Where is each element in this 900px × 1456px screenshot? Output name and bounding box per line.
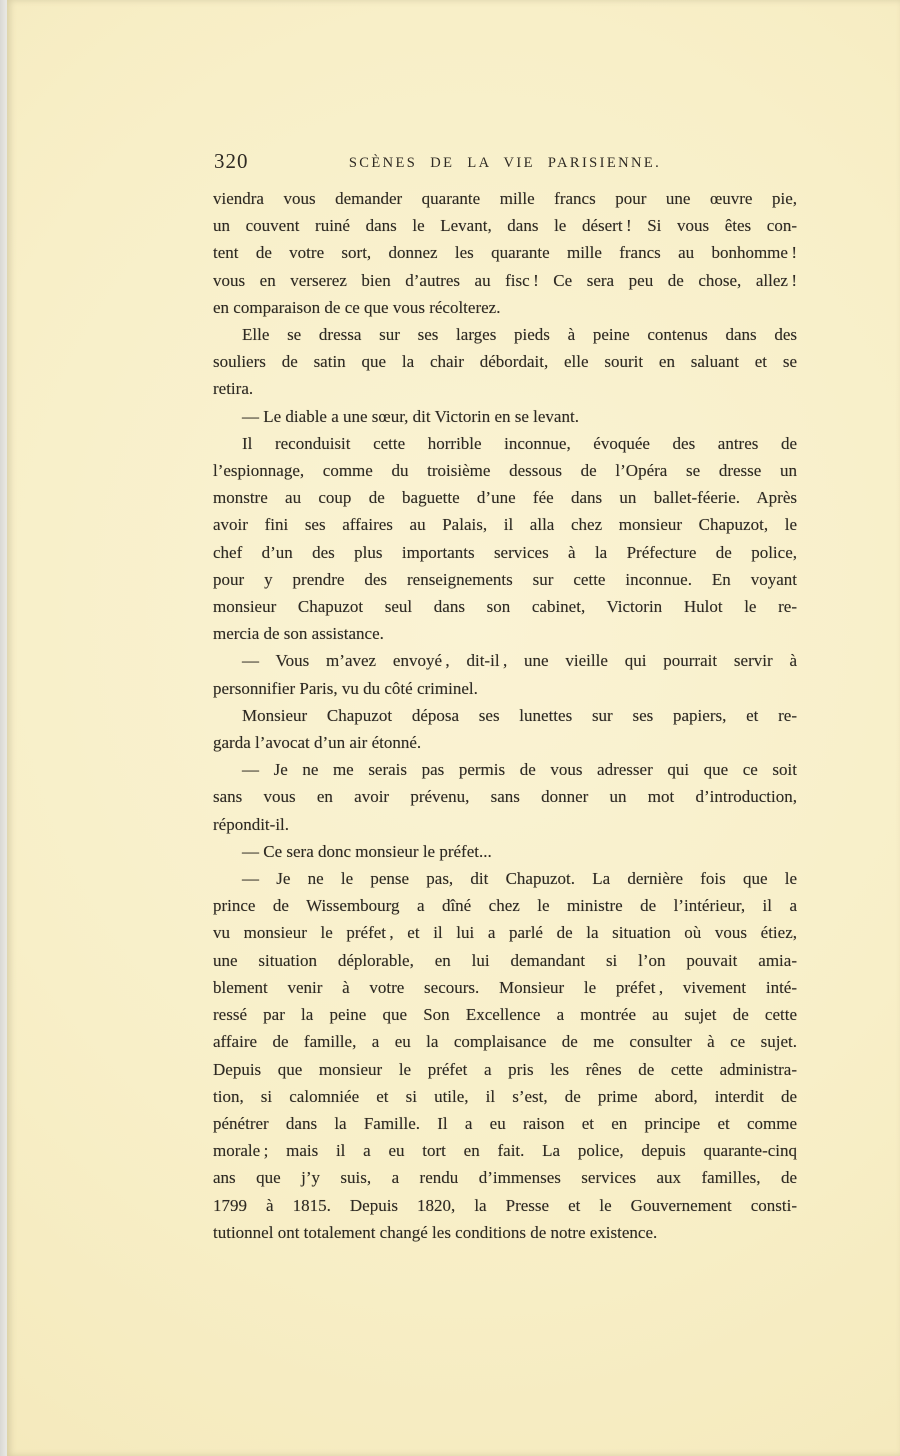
paragraph: [213, 865, 797, 1246]
text-line: ans que j’y suis, a rendu d’immenses services aux familles, de: [213, 1168, 797, 1188]
text-column: [213, 148, 797, 1246]
page-header: [213, 148, 797, 176]
paragraph: [213, 185, 797, 321]
text-line: vous en verserez bien d’autres au fisc ! Ce sera peu de chose, allez !: [213, 270, 797, 290]
text-line: monsieur Chapuzot seul dans son cabinet, Victorin Hulot le re-: [213, 597, 797, 617]
text-line: Il reconduisit cette horrible inconnue, évoquée des antres de: [242, 433, 797, 453]
text-line: monstre au coup de baguette d’une fée dans un ballet-féerie. Après: [213, 488, 797, 508]
paragraph: [213, 838, 797, 865]
running-title: SCÈNES DE LA VIE PARISIENNE.: [348, 155, 662, 171]
text-body: [213, 185, 797, 1246]
text-line: vu monsieur le préfet , et il lui a parlé de la situation où vous étiez,: [213, 923, 797, 943]
text-line: un couvent ruiné dans le Levant, dans le désert ! Si vous êtes con-: [213, 216, 797, 236]
text-line: — Je ne me serais pas permis de vous adresser qui que ce soit: [242, 760, 797, 780]
text-line: en comparaison de ce que vous récolterez.: [213, 297, 501, 317]
text-line: — Vous m’avez envoyé , dit-il , une vieille qui pourrait servir à: [242, 651, 797, 671]
text-line: pour y prendre des renseignements sur cette inconnue. En voyant: [213, 569, 797, 589]
text-line: tutionnel ont totalement changé les conditions de notre existence.: [213, 1222, 658, 1242]
text-line: personnifier Paris, vu du côté criminel.: [213, 678, 478, 698]
text-line: mercia de son assistance.: [213, 624, 384, 644]
paragraph: [213, 430, 797, 648]
text-line: tent de votre sort, donnez les quarante mille francs au bonhomme !: [213, 243, 797, 263]
text-line: Depuis que monsieur le préfet a pris les rênes de cette administra-: [213, 1059, 797, 1079]
text-line: répondit-il.: [213, 814, 290, 834]
text-line: viendra vous demander quarante mille francs pour une œuvre pie,: [213, 189, 797, 208]
text-line: chef d’un des plus importants services à la Préfecture de police,: [213, 542, 797, 562]
text-line: — Le diable a une sœur, dit Victorin en se levant.: [242, 406, 579, 426]
text-line: pénétrer dans la Famille. Il a eu raison et en principe et comme: [213, 1113, 797, 1133]
text-line: Monsieur Chapuzot déposa ses lunettes sur ses papiers, et re-: [242, 705, 797, 725]
text-line: 1799 à 1815. Depuis 1820, la Presse et le Gouvernement consti-: [213, 1195, 797, 1215]
page-number: 320: [214, 149, 249, 173]
text-line: — Je ne le pense pas, dit Chapuzot. La dernière fois que le: [242, 869, 797, 889]
book-page: [7, 0, 900, 1456]
text-line: sans vous en avoir prévenu, sans donner un mot d’introduction,: [213, 787, 797, 807]
text-line: morale ; mais il a eu tort en fait. La police, depuis quarante-cinq: [213, 1141, 797, 1161]
text-line: — Ce sera donc monsieur le préfet...: [242, 841, 492, 861]
text-line: une situation déplorable, en lui demandant si l’on pouvait amia-: [213, 950, 797, 970]
paragraph: [213, 702, 797, 756]
paragraph: [213, 647, 797, 701]
text-line: affaire de famille, a eu la complaisance de me consulter à ce sujet.: [213, 1032, 797, 1052]
paragraph: [213, 756, 797, 838]
text-line: l’espionnage, comme du troisième dessous de l’Opéra se dresse un: [213, 461, 797, 481]
text-line: prince de Wissembourg a dîné chez le ministre de l’intérieur, il a: [213, 896, 797, 916]
paragraph: [213, 403, 797, 430]
text-line: retira.: [213, 379, 254, 399]
text-line: avoir fini ses affaires au Palais, il alla chez monsieur Chapuzot, le: [213, 515, 797, 535]
text-line: tion, si calomniée et si utile, il s’est, de prime abord, interdit de: [213, 1086, 797, 1106]
paragraph: [213, 321, 797, 403]
text-line: garda l’avocat d’un air étonné.: [213, 733, 422, 753]
text-line: Elle se dressa sur ses larges pieds à peine contenus dans des: [242, 325, 797, 345]
text-line: ressé par la peine que Son Excellence a montrée au sujet de cette: [213, 1005, 797, 1025]
text-line: blement venir à votre secours. Monsieur le préfet , vivement inté-: [213, 977, 797, 997]
text-line: souliers de satin que la chair débordait, elle sourit en saluant et se: [213, 352, 797, 372]
